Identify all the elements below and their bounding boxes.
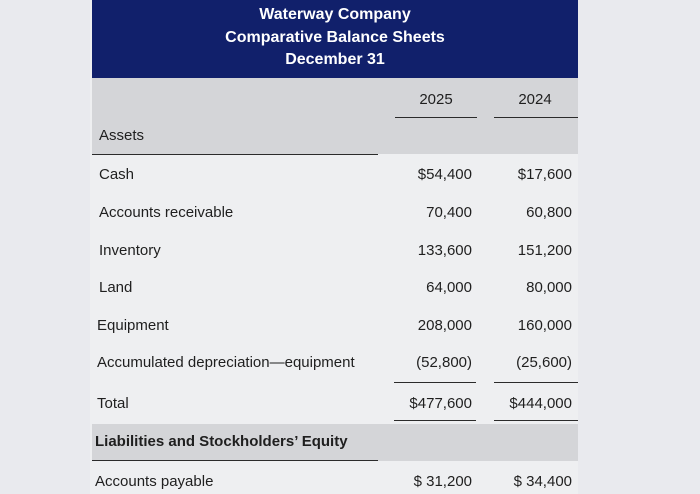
section-label-assets: Assets bbox=[99, 127, 145, 144]
statement-title: Comparative Balance Sheets bbox=[225, 29, 445, 46]
section-label-liabilities-equity: Liabilities and Stockholders’ Equity bbox=[95, 433, 348, 450]
value-cash-2025: $54,400 bbox=[417, 166, 472, 183]
assets-underline bbox=[92, 154, 378, 155]
value-land-2025: 64,000 bbox=[426, 279, 472, 296]
row-label-equipment: Equipment bbox=[97, 317, 169, 334]
column-underline-2025 bbox=[395, 117, 477, 118]
row-label-accumulated-depreciation: Accumulated depreciation—equipment bbox=[97, 354, 355, 371]
row-label-accounts-payable: Accounts payable bbox=[95, 473, 214, 490]
value-equipment-2025: 208,000 bbox=[417, 317, 472, 334]
value-total-2025: $477,600 bbox=[409, 395, 472, 412]
company-name: Waterway Company bbox=[259, 6, 411, 23]
row-label-total: Total bbox=[97, 395, 129, 412]
row-label-land: Land bbox=[99, 279, 133, 296]
value-accounts-payable-2024: $ 34,400 bbox=[513, 473, 572, 490]
row-label-cash: Cash bbox=[99, 166, 135, 183]
value-equipment-2024: 160,000 bbox=[517, 317, 572, 334]
column-header-band bbox=[92, 78, 578, 154]
column-underline-2024 bbox=[494, 117, 578, 118]
value-accumulated-depreciation-2025: (52,800) bbox=[416, 354, 472, 371]
row-label-accounts-receivable: Accounts receivable bbox=[99, 204, 234, 221]
value-cash-2024: $17,600 bbox=[517, 166, 572, 183]
value-land-2024: 80,000 bbox=[526, 279, 572, 296]
value-accumulated-depreciation-2024: (25,600) bbox=[516, 354, 572, 371]
subtotal-rule-2024 bbox=[494, 382, 578, 383]
value-accounts-receivable-2025: 70,400 bbox=[426, 204, 472, 221]
liabilities-underline bbox=[92, 460, 378, 461]
column-header-2025: 2025 bbox=[419, 91, 453, 108]
value-inventory-2024: 151,200 bbox=[517, 242, 572, 259]
statement-date: December 31 bbox=[285, 51, 385, 68]
value-total-2024: $444,000 bbox=[509, 395, 572, 412]
value-inventory-2025: 133,600 bbox=[417, 242, 472, 259]
statement-header bbox=[92, 0, 578, 78]
subtotal-rule-2025 bbox=[394, 382, 476, 383]
value-accounts-receivable-2024: 60,800 bbox=[526, 204, 572, 221]
column-header-2024: 2024 bbox=[518, 91, 552, 108]
row-label-inventory: Inventory bbox=[99, 242, 161, 259]
value-accounts-payable-2025: $ 31,200 bbox=[413, 473, 472, 490]
